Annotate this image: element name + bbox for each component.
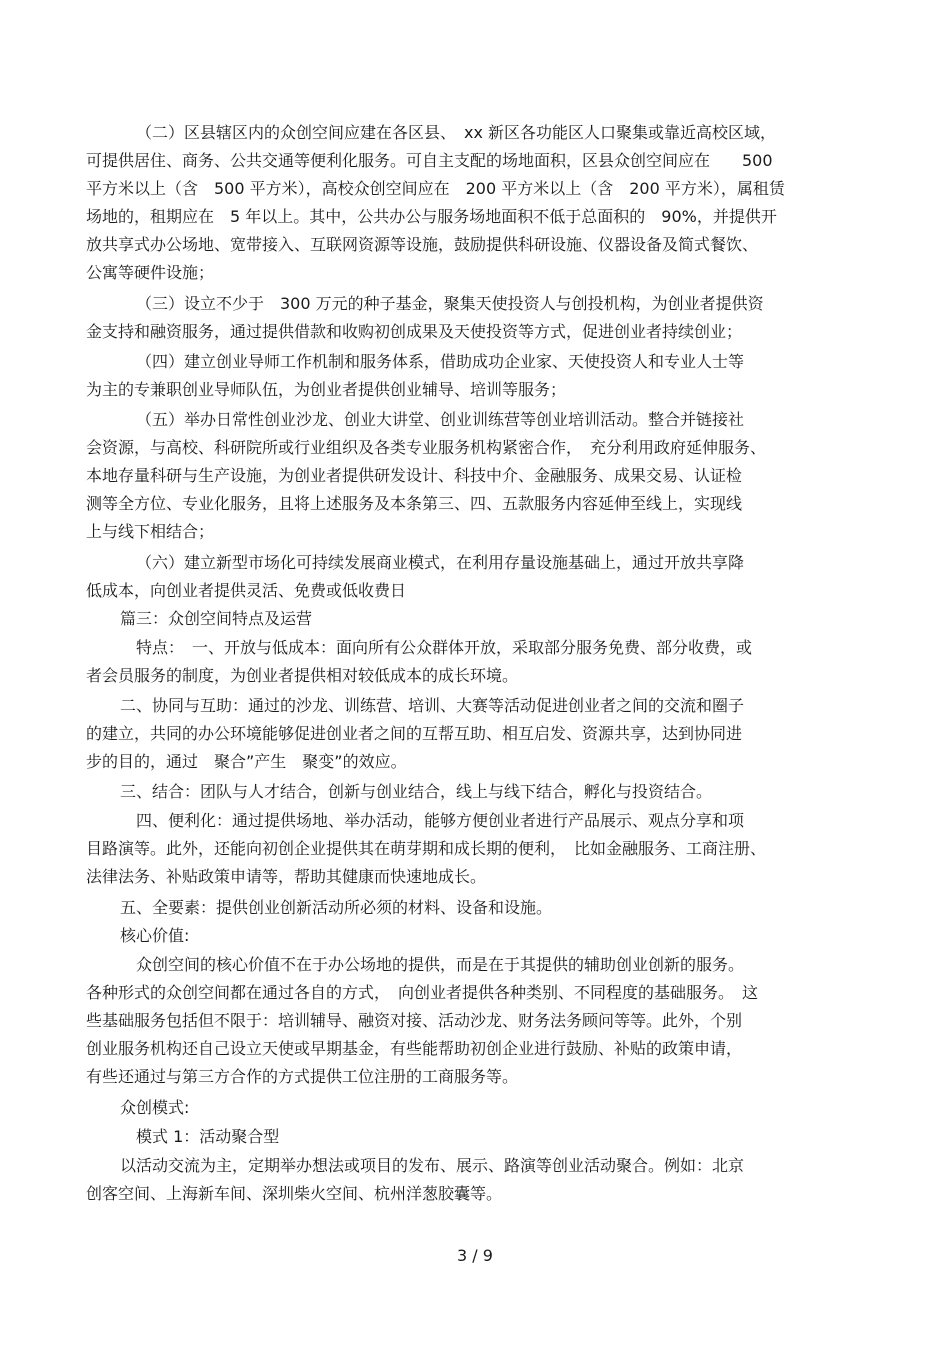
text-line: 以活动交流为主，定期举办想法或项目的发布、展示、路演等创业活动聚合。例如：北京: [120, 1156, 745, 1175]
text-line: 创业服务机构还自己设立天使或早期基金，有些能帮助初创企业进行鼓励、补贴的政策申请，: [86, 1039, 743, 1058]
text-line: 测等全方位、专业化服务，且将上述服务及本条第三、四、五款服务内容延伸至线上，实现线: [86, 494, 743, 513]
text-line: 上与线下相结合；: [86, 522, 215, 541]
text-line: （二）区县辖区内的众创空间应建在各区县、 xx 新区各功能区人口聚集或靠近高校区域，: [136, 123, 777, 142]
text-line: 平方米以上（含 500 平方米），高校众创空间应在 200 平方米以上（含 200 平方米），属租赁: [86, 179, 785, 198]
text-line: 创客空间、上海新车间、深圳柴火空间、杭州洋葱胶囊等。: [86, 1184, 503, 1203]
section-heading: 众创模式:: [120, 1098, 190, 1117]
text-line: （六）建立新型市场化可持续发展商业模式，在利用存量设施基础上，通过开放共享降: [136, 553, 745, 572]
text-line: 步的目的，通过 聚合”产生 聚变”的效应。: [86, 752, 407, 771]
text-line: 可提供居住、商务、公共交通等便利化服务。可自主支配的场地面积，区县众创空间应在 500: [86, 151, 773, 170]
text-line: 些基础服务包括但不限于：培训辅导、融资对接、活动沙龙、财务法务顾问等等。此外，个别: [86, 1011, 743, 1030]
text-line: 者会员服务的制度，为创业者提供相对较低成本的成长环境。: [86, 666, 519, 685]
text-line: 场地的，租期应在 5 年以上。其中，公共办公与服务场地面积不低于总面积的 90%，并提供开: [86, 207, 777, 226]
text-line: 本地存量科研与生产设施，为创业者提供研发设计、科技中介、金融服务、成果交易、认证检: [86, 466, 743, 485]
text-line: 五、全要素：提供创业创新活动所必须的材料、设备和设施。: [120, 898, 553, 917]
text-line: （三）设立不少于 300 万元的种子基金，聚集天使投资人与创投机构，为创业者提供资: [136, 294, 764, 313]
text-line: 为主的专兼职创业导师队伍，为创业者提供创业辅导、培训等服务；: [86, 380, 567, 399]
text-line: 有些还通过与第三方合作的方式提供工位注册的工商服务等。: [86, 1067, 519, 1086]
section-heading: 核心价值:: [120, 926, 190, 945]
text-line: 放共享式办公场地、宽带接入、互联网资源等设施，鼓励提供科研设施、仪器设备及简式餐饮、: [86, 235, 759, 254]
text-line: 的建立，共同的办公环境能够促进创业者之间的互帮互助、相互启发、资源共享，达到协同进: [86, 724, 743, 743]
text-line: 金支持和融资服务，通过提供借款和收购初创成果及天使投资等方式，促进创业者持续创业；: [86, 322, 743, 341]
page-number: 3 / 9: [457, 1246, 493, 1265]
text-line: 特点： 一、开放与低成本：面向所有公众群体开放，采取部分服务免费、部分收费，或: [136, 638, 753, 657]
text-line: 会资源，与高校、科研院所或行业组织及各类专业服务机构紧密合作， 充分利用政府延伸服务、: [86, 438, 767, 457]
text-line: 目路演等。此外，还能向初创企业提供其在萌芽期和成长期的便利， 比如金融服务、工商注册、: [86, 839, 767, 858]
text-line: 众创空间的核心价值不在于办公场地的提供，而是在于其提供的辅助创业创新的服务。: [136, 955, 745, 974]
text-line: （四）建立创业导师工作机制和服务体系，借助成功企业家、天使投资人和专业人士等: [136, 352, 745, 371]
text-line: 四、便利化：通过提供场地、举办活动，能够方便创业者进行产品展示、观点分享和项: [136, 811, 745, 830]
text-line: 公寓等硬件设施；: [86, 263, 215, 282]
section-heading: 篇三：众创空间特点及运营: [120, 609, 313, 628]
text-line: （五）举办日常性创业沙龙、创业大讲堂、创业训练营等创业培训活动。整合并链接社: [136, 410, 745, 429]
text-line: 低成本，向创业者提供灵活、免费或低收费日: [86, 581, 407, 600]
text-line: 三、结合：团队与人才结合，创新与创业结合，线上与线下结合，孵化与投资结合。: [120, 782, 713, 801]
text-line: 各种形式的众创空间都在通过各自的方式， 向创业者提供各种类别、不同程度的基础服务。 这: [86, 983, 759, 1002]
subsection-heading: 模式 1：活动聚合型: [136, 1127, 280, 1146]
text-line: 法律法务、补贴政策申请等，帮助其健康而快速地成长。: [86, 867, 487, 886]
text-line: 二、协同与互助：通过的沙龙、训练营、培训、大赛等活动促进创业者之间的交流和圈子: [120, 696, 745, 715]
